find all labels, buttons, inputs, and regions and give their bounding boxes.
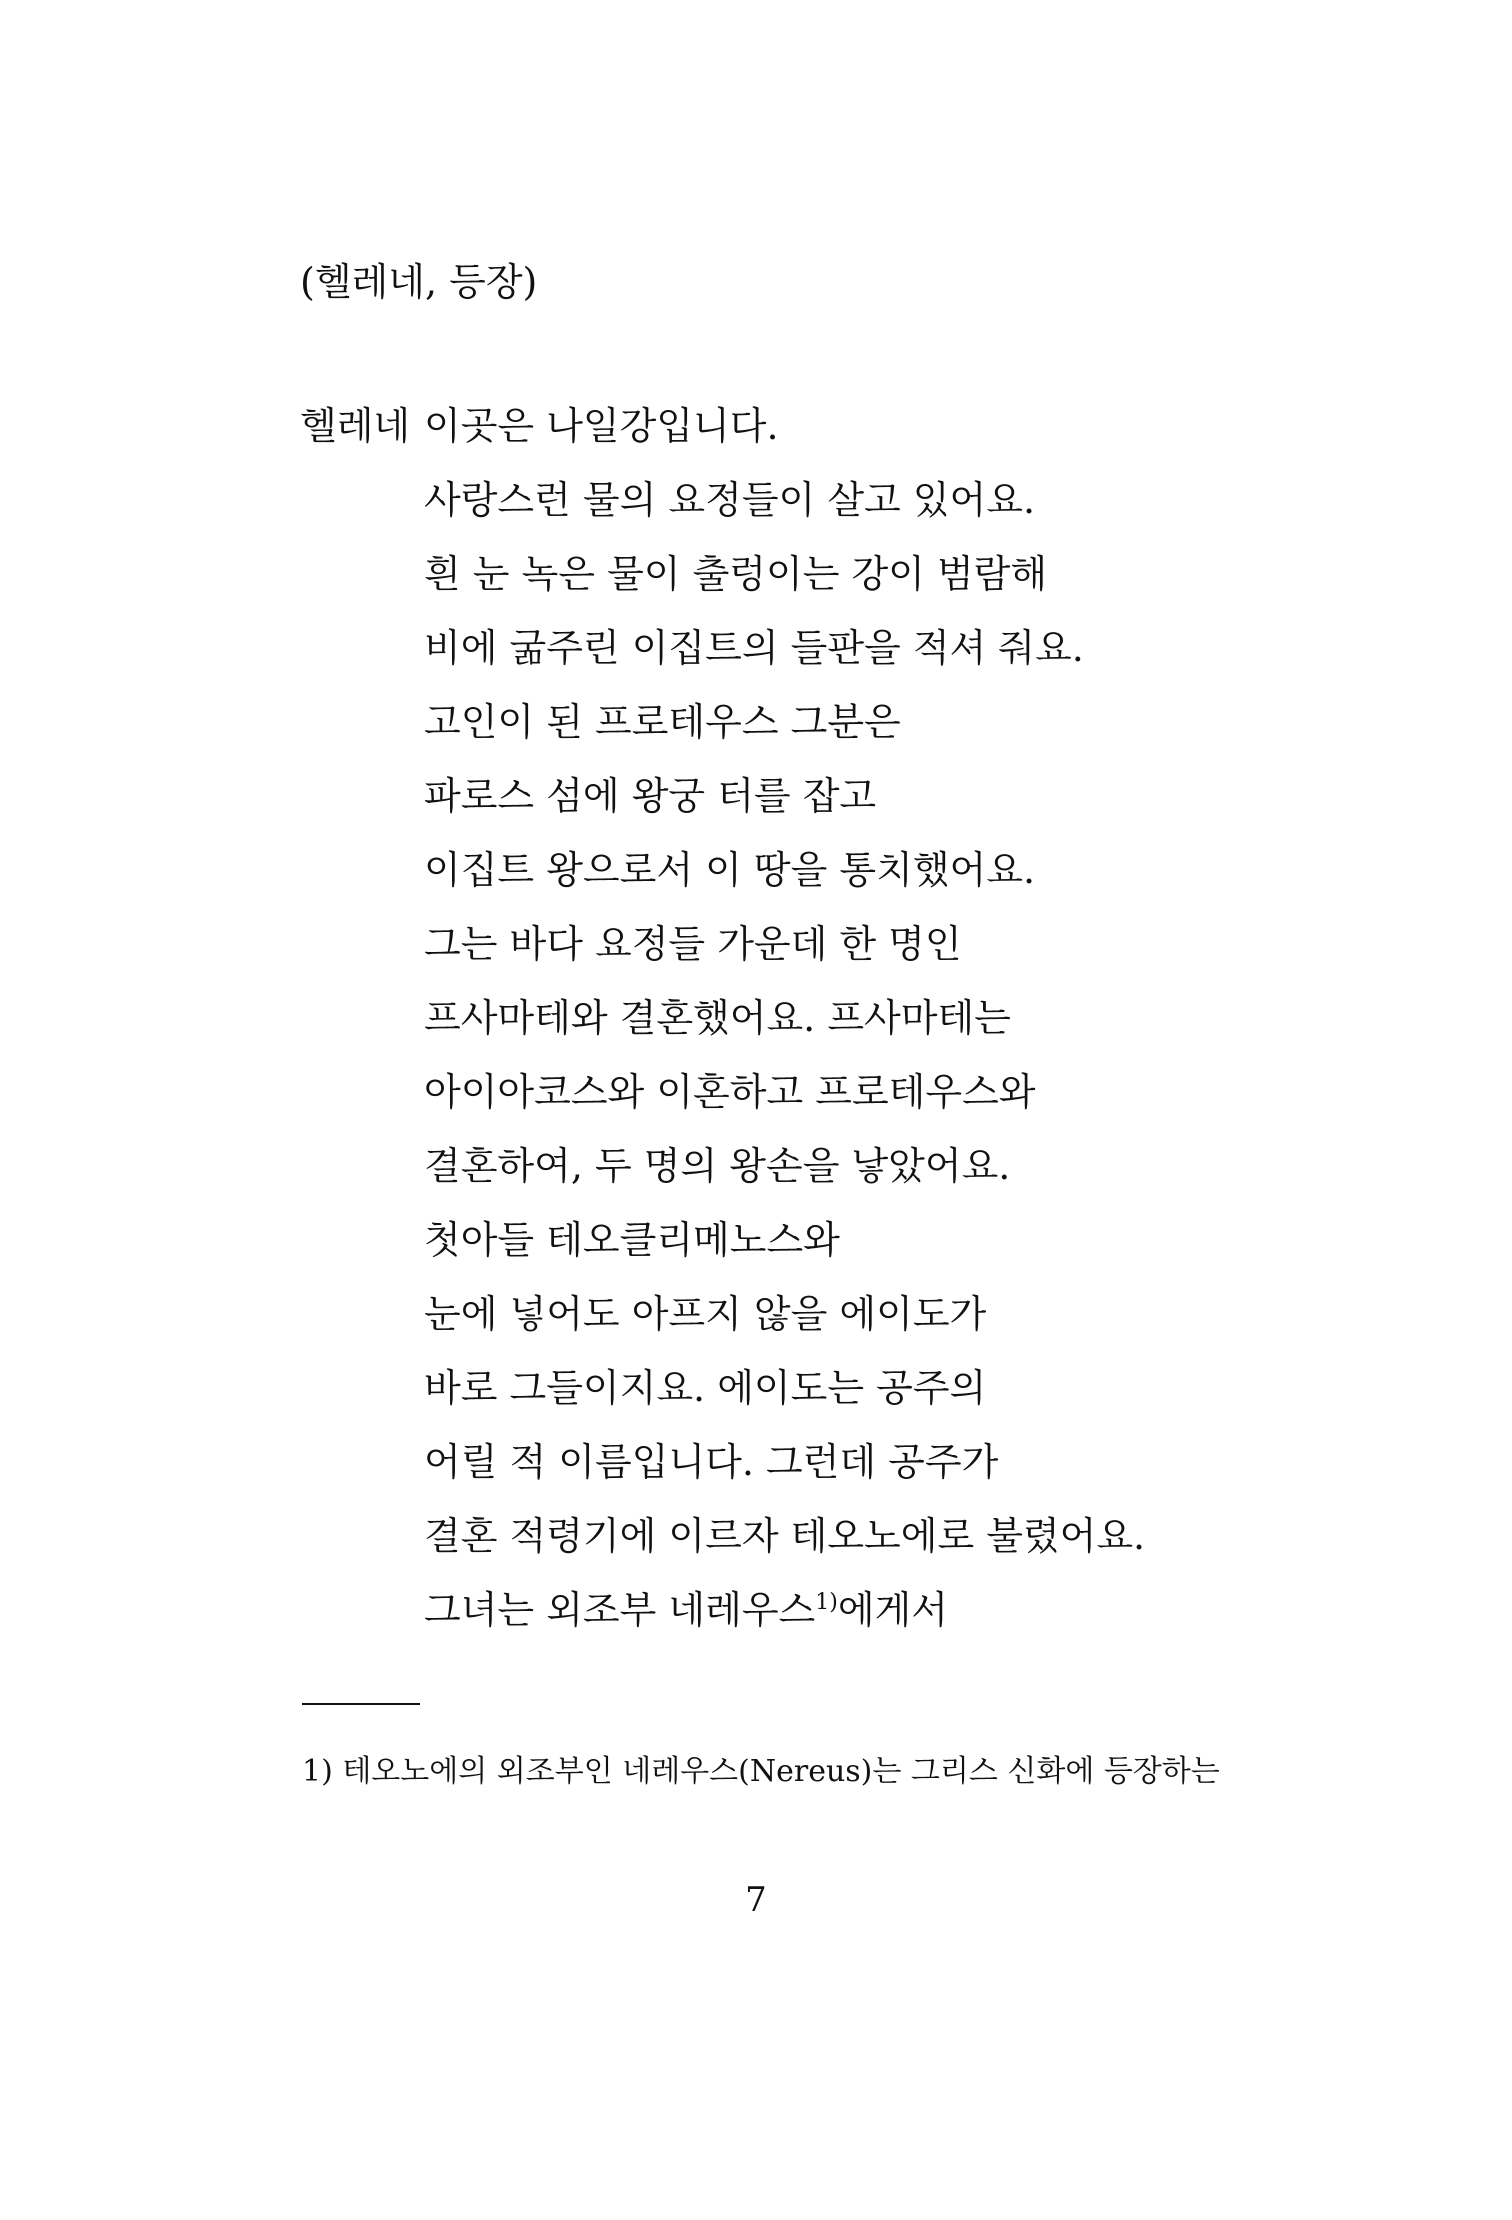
dialogue-line: 결혼 적령기에 이르자 테오노에로 불렸어요. (424, 1514, 1146, 1558)
footnote: 1) 테오노에의 외조부인 네레우스(Nereus)는 그리스 신화에 등장하는 (302, 1754, 1220, 1789)
dialogue-lines (424, 402, 1145, 1660)
dialogue-line: 첫아들 테오클리메노스와 (424, 1218, 840, 1262)
page-number: 7 (745, 1880, 767, 1920)
dialogue-line: 그는 바다 요정들 가운데 한 명인 (424, 922, 962, 966)
line-text: 그녀는 외조부 네레우스 (424, 1588, 816, 1632)
footnote-reference[interactable]: 1) (815, 1590, 838, 1615)
dialogue-line: 이곳은 나일강입니다. (424, 404, 779, 448)
dialogue-line: 사랑스런 물의 요정들이 살고 있어요. (424, 478, 1036, 522)
dialogue-line: 고인이 된 프로테우스 그분은 (424, 700, 901, 744)
dialogue-line: 흰 눈 녹은 물이 출렁이는 강이 범람해 (424, 552, 1048, 596)
line-text-continued: 에게서 (837, 1588, 948, 1632)
dialogue-line-with-footnote (424, 1586, 1145, 1660)
dialogue-line: 눈에 넣어도 아프지 않을 에이도가 (424, 1292, 987, 1336)
dialogue-line: 아이아코스와 이혼하고 프로테우스와 (424, 1070, 1036, 1114)
speaker-name: 헬레네 (300, 404, 411, 448)
dialogue-line: 프사마테와 결혼했어요. 프사마테는 (424, 996, 1011, 1040)
dialogue-line: 이집트 왕으로서 이 땅을 통치했어요. (424, 848, 1036, 892)
dialogue-line: 어릴 적 이름입니다. 그런데 공주가 (424, 1440, 999, 1484)
dialogue-line: 결혼하여, 두 명의 왕손을 낳았어요. (424, 1144, 1011, 1188)
footnote-divider (302, 1703, 420, 1705)
dialogue-line: 바로 그들이지요. 에이도는 공주의 (424, 1366, 987, 1410)
stage-direction: (헬레네, 등장) (300, 260, 538, 304)
dialogue-line: 파로스 섬에 왕궁 터를 잡고 (424, 774, 877, 818)
dialogue-line: 비에 굶주린 이집트의 들판을 적셔 줘요. (424, 626, 1084, 670)
